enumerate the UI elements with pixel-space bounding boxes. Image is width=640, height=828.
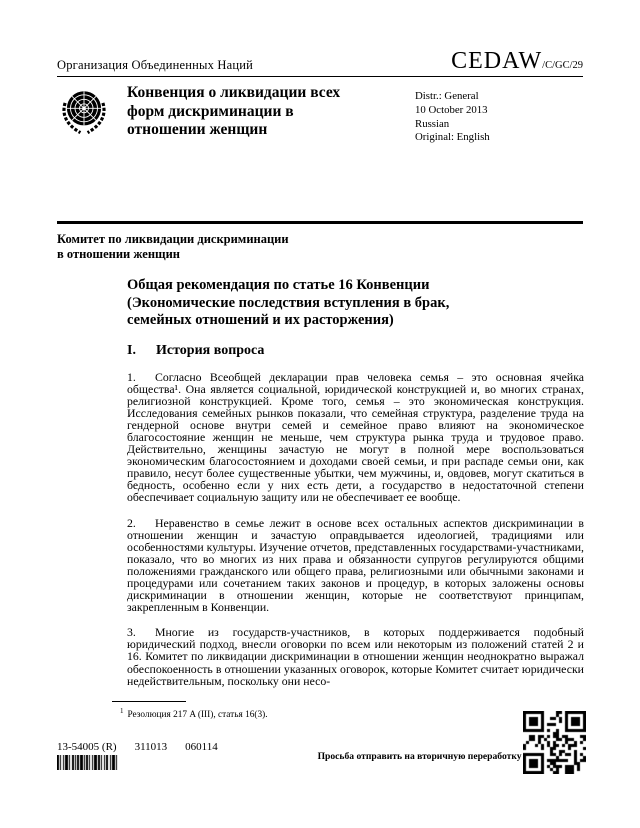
paragraph-text: Неравенство в семье лежит в основе всех остальных аспектов дискриминации в отношении женщин и зачастую оправдывается идеологией, традициями или особенностями культуры. Изучение отчетов, представленных государствами-участниками, показало, что во многих из них права и обязанности супругов регулируются общими положениями гражданского или общего права, религиозными или обычными законами и процедурами или сочетанием таких законов и процедур, в которых заложены основы дискриминации в отношении женщин, которые не соответствуют принципам, закрепленным в Конвенции. <box>127 515 584 615</box>
main-content <box>127 277 584 700</box>
footnote-body: Резолюция 217 A (III), статья 16(3). <box>127 710 268 721</box>
section-title: История вопроса <box>156 342 265 358</box>
convention-title <box>127 84 392 140</box>
section-number: I. <box>127 342 136 358</box>
convention-title-line: отношении женщин <box>127 121 268 138</box>
distr-line: 10 October 2013 <box>415 103 488 116</box>
paragraph-number: 1. <box>127 369 136 384</box>
paragraph-text: Многие из государств-участников, в которых поддерживается подобный юридический подход, внесли оговорки по всем или некоторым из положений статей 2 и 16. Комитет по ликвидации дискриминации в отношении женщин неоднократно выражал обеспокоенность в отношении указанных оговорок, которые Комитет считает юридически недействительным, поскольку они несо- <box>127 625 584 688</box>
document-symbol <box>451 49 583 73</box>
convention-title-line: Конвенция о ликвидации всех <box>127 84 341 101</box>
distr-line: Distr.: General <box>415 90 479 102</box>
paragraph-2 <box>127 517 584 614</box>
committee-line: в отношении женщин <box>57 246 180 261</box>
committee-line: Комитет по ликвидации дискриминации <box>57 232 289 246</box>
footnote-marker: 1 <box>120 707 124 715</box>
document-symbol-suffix: /C/GC/29 <box>542 60 583 71</box>
paragraph-number: 3. <box>127 625 136 640</box>
job-code-2: 060114 <box>185 741 218 753</box>
paragraph-1 <box>127 371 584 504</box>
recommendation-title-line: (Экономические последствия вступления в брак, <box>127 294 450 311</box>
distribution-info <box>415 90 490 145</box>
convention-title-line: форм дискриминации в <box>127 102 294 120</box>
paragraph-3 <box>127 626 584 686</box>
paragraph-text: Согласно Всеобщей декларации прав человека семья – это основная ячейка общества¹. Она является социальной, юридической конструкцией и, во многих странах, религиозной конструкцией. Кроме того, семья – это экономическая конструкция. Исследования семейных рынков показали, что семейная структура, разделение труда на гендерной основе внутри семей и семейное право влияют на экономическое благосостояние женщин не меньше, чем структура рынка труда и трудовое право. Действительно, женщины зачастую не могут в полной мере воспользоваться экономическим благосостоянием и доходами своей семьи, и при распаде семьи они, как правило, несут более существенные убытки, чем мужчины, и, овдовев, могут скатиться в бедность, особенно если у них есть дети, а государство в недостаточной степени обеспечивает социальную защиту или не обеспечивает ее вообще. <box>127 369 584 505</box>
recycle-notice <box>318 749 538 764</box>
paragraph-number: 2. <box>127 515 136 530</box>
un-emblem-icon <box>57 82 111 140</box>
recommendation-title-line: семейных отношений и их расторжения) <box>127 312 394 328</box>
header-divider <box>57 221 583 224</box>
footnote-text <box>112 706 452 721</box>
distr-line: Original: English <box>415 131 490 144</box>
distr-line: Russian <box>415 117 450 130</box>
recycle-text: Просьба отправить на вторичную переработку <box>317 751 522 762</box>
organization-name: Организация Объединенных Наций <box>57 58 254 72</box>
job-number-line <box>57 741 218 753</box>
section-heading <box>127 343 584 359</box>
recommendation-title <box>127 277 584 330</box>
document-symbol-main: CEDAW <box>451 48 543 74</box>
header-block <box>57 82 583 144</box>
masthead <box>57 46 583 77</box>
qr-code <box>523 711 586 774</box>
barcode <box>57 755 155 770</box>
recommendation-title-line: Общая рекомендация по статье 16 Конвенции <box>127 277 430 293</box>
footnote <box>112 701 452 721</box>
committee-name <box>57 232 289 261</box>
job-number: 13-54005 (R) <box>57 741 117 753</box>
job-code-1: 311013 <box>134 741 168 753</box>
footnote-divider <box>112 701 186 702</box>
